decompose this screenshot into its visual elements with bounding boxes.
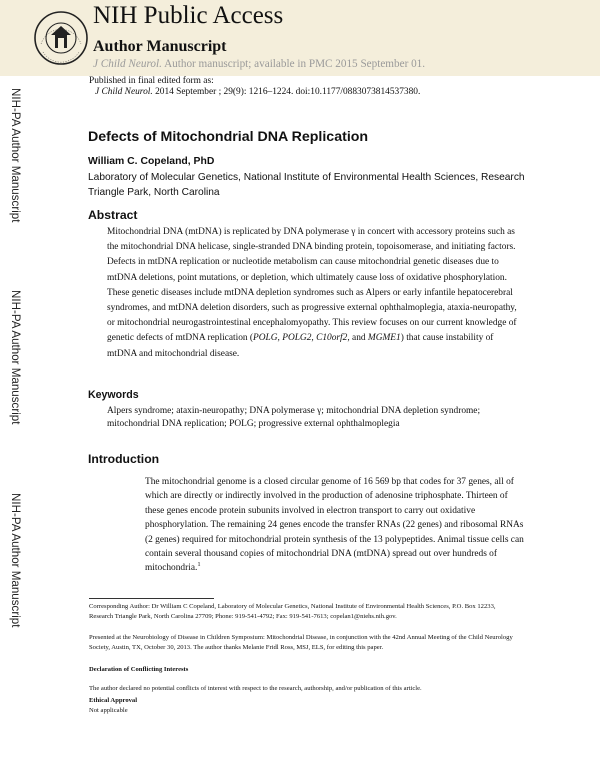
abstract-separator-2: , [311, 333, 317, 344]
gene-polg: POLG [253, 333, 278, 344]
gene-c10orf2: C10orf2 [316, 333, 348, 344]
header-citation-journal: J Child Neurol. [93, 58, 162, 70]
sidebar-label-3: NIH-PA Author Manuscript [9, 493, 22, 628]
published-final-label: Published in final edited form as: [89, 76, 214, 86]
nih-header-band [0, 0, 600, 76]
footnote-ethical-text: Not applicable [89, 707, 128, 714]
header-subtitle: Author Manuscript [93, 38, 227, 55]
introduction-body: The mitochondrial genome is a closed circular genome of 16 569 bp that codes for 37 genes, all of which are directly or indirectly involved in the production of adenosine triphosphate. Thirteen of these genes encode protein subunits involved in electron transport to carry out oxidative phosphorylation. The remaining 24 genes encode the transfer RNAs (22 genes) and ribosomal RNAs (2 genes) required for mitochondrial protein synthesis of the 13 polypeptides. Animal tissue cells can contain several thousand copies of mitochondrial DNA (mtDNA) spread out over hundreds of mitochondria. [145, 477, 524, 574]
introduction-text [145, 475, 525, 576]
footnote-corresponding-author: Corresponding Author: Dr William C Copeland, Laboratory of Molecular Genetics, National Institute of Environmental Health Sciences, P.O. Box 12233, Research Triangle Park, North Carolina 27709; Phone: 919-541-4792; Fax: 919-541-7613; copelan1@niehs.nih.gov. [89, 603, 496, 621]
abstract-text-part-1: Mitochondrial DNA (mtDNA) is replicated by DNA polymerase γ in concert with accessory proteins such as the mitochondrial DNA helicase, single-stranded DNA binding protein, topoisomerase, and initiating factors. Defects in mtDNA replication or nucleotide metabolism can cause mitochondrial genetic diseases due to mtDNA deletions, point mutations, or depletion, which ultimately cause loss of oxidative phosphorylation. These genetic diseases include mtDNA depletion syndromes such as Alpers or early infantile hepatocerebral syndromes, and mtDNA deletion disorders, such as progressive external ophthalmoplegia, ataxia-neuropathy, or mitochondrial neurogastrointestinal encephalomyopathy. This review focuses on our current knowledge of genetic defects of mtDNA replication ( [107, 227, 517, 344]
sidebar-label-2: NIH-PA Author Manuscript [9, 290, 22, 425]
abstract-text-part-2: ) that cause instability of mtDNA and mitochondrial disease. [107, 333, 494, 359]
header-title: NIH Public Access [93, 2, 284, 29]
reference-superscript[interactable]: 1 [197, 561, 201, 569]
footnote-presented: Presented at the Neurobiology of Disease in Children Symposium: Mitochondrial Disease, in conjunction with the 42nd Annual Meeting of the Child Neurology Society, Austin, TX, October 30, 2013. The author thanks Melanie Fridl Ross, MSJ, ELS, for editing this paper. [89, 634, 513, 652]
article-author: William C. Copeland, PhD [88, 156, 215, 167]
gene-polg2: POLG2 [282, 333, 312, 344]
footnote-conflicts-heading: Declaration of Conflicting Interests [89, 666, 189, 673]
publication-journal: J Child Neurol. [95, 87, 153, 97]
introduction-heading: Introduction [88, 452, 160, 466]
footnote-divider [89, 598, 214, 599]
publication-details: 2014 September ; 29(9): 1216–1224. doi:10.1177/0883073814537380. [152, 87, 421, 97]
article-title: Defects of Mitochondrial DNA Replication [88, 129, 369, 145]
header-citation-rest: Author manuscript; available in PMC 2015 September 01. [161, 58, 426, 70]
abstract-separator-1: , [277, 333, 283, 344]
sidebar-label-1: NIH-PA Author Manuscript [9, 88, 22, 223]
abstract-heading: Abstract [88, 208, 138, 222]
abstract-text [107, 225, 525, 362]
nih-seal-logo [33, 4, 89, 72]
header-citation [93, 57, 425, 71]
gene-mgme1: MGME1 [367, 333, 401, 344]
footnote-conflicts-text: The author declared no potential conflicts of interest with respect to the research, authorship, and/or publication of this article. [89, 685, 422, 692]
keywords-text: Alpers syndrome; ataxin-neuropathy; DNA polymerase γ; mitochondrial DNA depletion syndrome; mitochondrial DNA replication; POLG; progressive external ophthalmoplegia [107, 406, 481, 430]
footnote-ethical-heading: Ethical Approval [89, 697, 138, 704]
author-affiliation: Laboratory of Molecular Genetics, National Institute of Environmental Health Sciences, Research Triangle Park, North Carolina [88, 172, 525, 199]
publication-citation [95, 86, 420, 98]
abstract-separator-3: , and [347, 333, 368, 344]
keywords-heading: Keywords [88, 389, 139, 401]
